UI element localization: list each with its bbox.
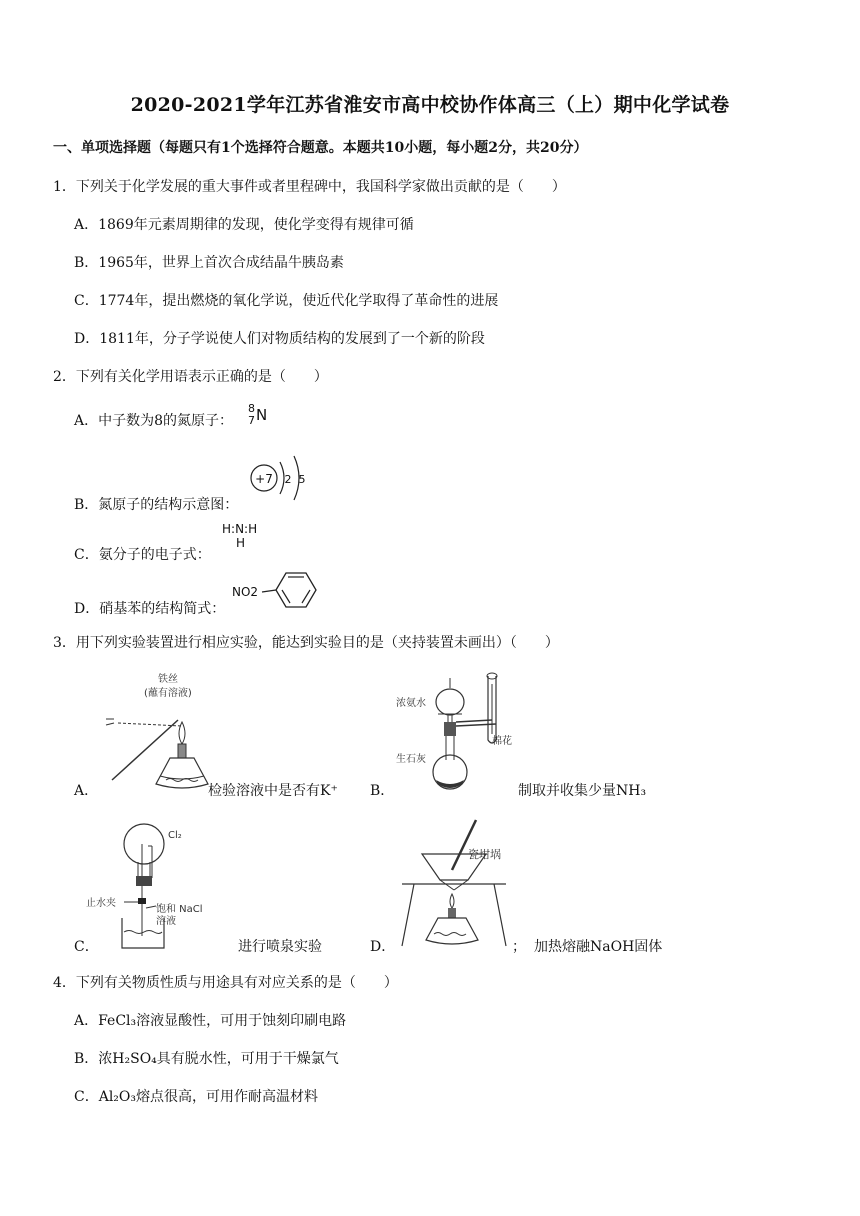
apparatus-d-caption: 加热熔融NaOH固体 <box>534 939 663 955</box>
question-1-option-a: A．1869年元素周期律的发现，使化学变得有规律可循 <box>74 217 414 233</box>
flame-test-apparatus <box>96 668 216 798</box>
question-2-option-a: A．中子数为8的氮原子： <box>74 413 234 429</box>
question-3-stem: 3．用下列实验装置进行相应实验，能达到实验目的是（夹持装置未画出）（ ） <box>53 635 559 651</box>
ammonia-electron-formula <box>222 522 257 550</box>
question-3-option-d-letter: D． <box>370 939 396 955</box>
nuclide-mass-number: 8 <box>248 402 255 415</box>
question-3-option-a-letter: A． <box>74 783 99 799</box>
question-4-option-b: B．浓H₂SO₄具有脱水性，可用于干燥氯气 <box>74 1051 339 1067</box>
shell-2-electrons: 5 <box>298 473 306 486</box>
question-4-option-c: C．Al₂O₃熔点很高，可用作耐高温材料 <box>74 1089 319 1105</box>
crucible-heating-apparatus <box>392 814 520 954</box>
nucleus-charge: +7 <box>255 472 273 486</box>
question-1-option-d: D．1811年，分子学说使人们对物质结构的发展到了一个新的阶段 <box>74 331 485 347</box>
apparatus-c-caption: 进行喷泉实验 <box>238 939 322 955</box>
fountain-experiment-apparatus <box>84 816 204 956</box>
question-4-stem: 4．下列有关物质性质与用途具有对应关系的是（ ） <box>53 975 398 991</box>
nitro-group-label: NO2 <box>232 585 259 599</box>
nuclide-atomic-number: 7 <box>248 414 255 427</box>
nitrobenzene-structure <box>230 566 320 612</box>
nuclide-symbol: N <box>256 406 268 424</box>
question-2-option-d: D．硝基苯的结构简式： <box>74 601 226 617</box>
question-3-option-c-letter: C． <box>74 939 99 955</box>
label-conc-ammonia: 浓氨水 <box>396 698 426 709</box>
section-heading: 一、单项选择题（每题只有1个选择符合题意。本题共10小题，每小题2分，共20分） <box>53 140 588 156</box>
label-cotton: 棉花 <box>492 736 512 747</box>
question-1-stem: 1．下列关于化学发展的重大事件或者里程碑中，我国科学家做出贡献的是（ ） <box>53 179 566 195</box>
question-2-option-b: B．氮原子的结构示意图： <box>74 497 239 513</box>
apparatus-a-caption: 检验溶液中是否有K⁺ <box>208 783 338 799</box>
electron-formula-line-2: H <box>236 536 246 550</box>
label-solution: 溶液 <box>156 916 176 927</box>
page-title: 2020-2021学年江苏省淮安市高中校协作体高三（上）期中化学试卷 <box>130 94 730 116</box>
shell-1-electrons: 2 <box>284 473 292 486</box>
question-1-option-b: B．1965年，世界上首次合成结晶牛胰岛素 <box>74 255 344 271</box>
label-iron-wire: 铁丝 <box>158 674 178 685</box>
label-saturated-nacl: 饱和 NaCl <box>156 904 203 915</box>
question-3-option-b-letter: B． <box>370 783 395 799</box>
label-porcelain-crucible: 瓷坩埚 <box>468 848 501 861</box>
question-2-option-c: C．氨分子的电子式： <box>74 547 211 563</box>
question-2-stem: 2．下列有关化学用语表示正确的是（ ） <box>53 369 328 385</box>
electron-formula-line-1: H:N:H <box>222 522 258 536</box>
apparatus-b-caption: 制取并收集少量NH₃ <box>518 783 647 799</box>
label-dipped-solution: (蘸有溶液) <box>144 688 192 699</box>
label-water-clamp: 止水夹 <box>86 898 116 909</box>
nitrogen-atom-structure-diagram <box>242 452 312 504</box>
ammonia-preparation-apparatus <box>392 662 522 802</box>
apparatus-d-separator: ； <box>512 939 526 955</box>
question-4-option-a: A．FeCl₃溶液显酸性，可用于蚀刻印刷电路 <box>74 1013 347 1029</box>
label-quicklime: 生石灰 <box>396 754 426 765</box>
label-chlorine: Cl₂ <box>168 830 182 841</box>
question-1-option-c: C．1774年，提出燃烧的氧化学说，使近代化学取得了革命性的进展 <box>74 293 499 309</box>
